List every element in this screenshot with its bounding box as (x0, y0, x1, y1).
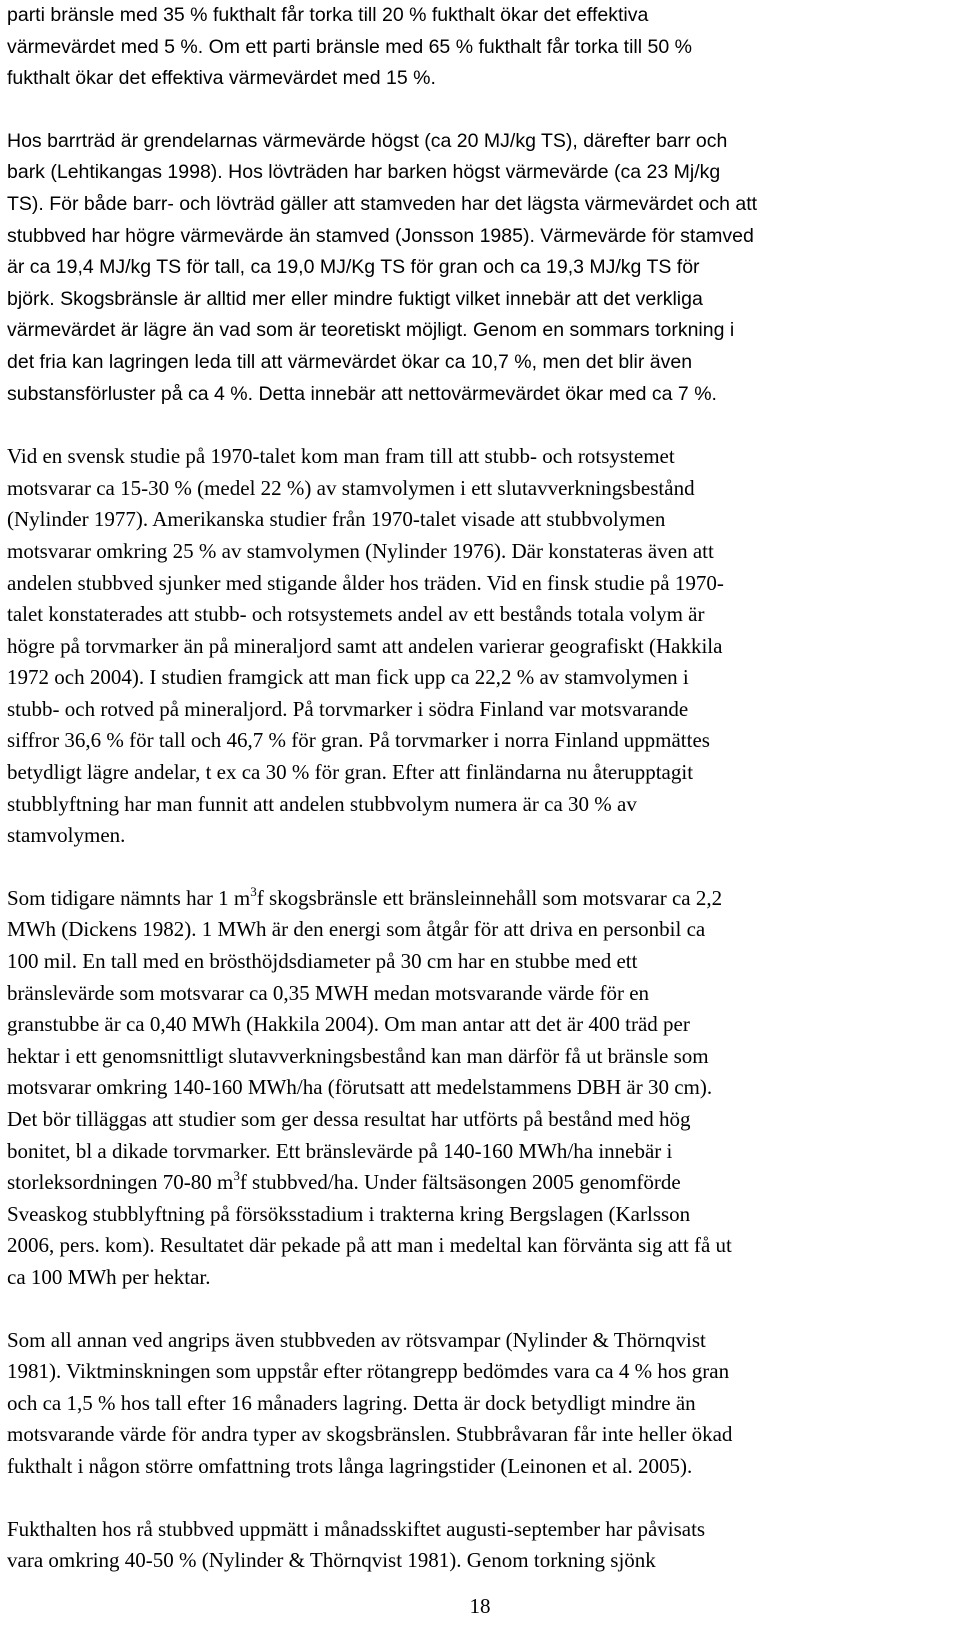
text-line: (Nylinder 1977). Amerikanska studier från 1970-talet visade att stubbvolymen (7, 507, 666, 532)
page-number: 18 (469, 1594, 491, 1618)
paragraph-gap (7, 1483, 942, 1514)
text-line: MWh (Dickens 1982). 1 MWh är den energi som åtgår för att driva en personbil ca (7, 917, 706, 942)
text-line: 1972 och 2004). I studien framgick att man fick upp ca 22,2 % av stamvolymen i (7, 665, 689, 690)
text-line: motsvarar omkring 25 % av stamvolymen (Nylinder 1976). Där konstateras även att (7, 538, 714, 563)
text-line: stubblyftning har man funnit att andelen stubbvolym numera är ca 30 % av (7, 791, 637, 816)
text-line: vara omkring 40-50 % (Nylinder & Thörnqvist 1981). Genom torkning sjönk (7, 1548, 656, 1573)
text-line: 100 mil. En tall med en brösthöjdsdiameter på 30 cm har en stubbe med ett (7, 949, 638, 974)
text-line: fukthalt i någon större omfattning trots långa lagringstider (Leinonen et al. 2005). (7, 1453, 693, 1478)
text-line: det fria kan lagringen leda till att värmevärdet ökar ca 10,7 %, men det blir även (7, 350, 693, 373)
paragraph-heating-value (7, 126, 942, 410)
text-line: stubb- och rotved på mineraljord. På torvmarker i södra Finland var motsvarande (7, 696, 689, 721)
text-line: Hos barrträd är grendelarnas värmevärde högst (ca 20 MJ/kg TS), därefter barr och (7, 129, 728, 152)
text-line: är ca 19,4 MJ/kg TS för tall, ca 19,0 MJ/Kg TS för gran och ca 19,3 MJ/kg TS för (7, 256, 700, 279)
text-line: granstubbe är ca 0,40 MWh (Hakkila 2004). Om man antar att det är 400 träd per (7, 1012, 690, 1037)
superscript: 3 (250, 883, 257, 899)
document-page (7, 0, 942, 1577)
text-line: substansförluster på ca 4 %. Detta innebär att nettovärmevärdet ökar med ca 7 %. (7, 382, 717, 405)
paragraph-gap (7, 95, 942, 126)
text-line: ca 100 MWh per hektar. (7, 1264, 211, 1289)
text-line: Det bör tilläggas att studier som ger dessa resultat har utförts på bestånd med hög (7, 1107, 691, 1131)
text-line: Som all annan ved angrips även stubbveden av rötsvampar (Nylinder & Thörnqvist (7, 1327, 706, 1352)
text-line: stubbved har högre värmevärde än stamved (Jonsson 1985). Värmevärde för stamved (7, 224, 754, 247)
paragraph-gap (7, 852, 942, 883)
text-line: storleksordningen 70-80 $m^3f$ stubbved/ha. Under fältsäsongen 2005 genomförde (7, 1168, 681, 1195)
text-line: motsvarande värde för andra typer av skogsbränslen. Stubbråvaran får inte heller ökad (7, 1422, 733, 1447)
paragraph-stump-volume (7, 441, 942, 852)
text-line: värmevärdet med 5 %. Om ett parti bränsle med 65 % fukthalt får torka till 50 % (7, 35, 692, 58)
text-line: hektar i ett genomsnittligt slutavverkningsbestånd kan man därför få ut bränsle som (7, 1043, 709, 1068)
text-line: talet konstaterades att stubb- och rotsystemets andel av ett bestånds totala volym är (7, 602, 705, 627)
paragraph-gap (7, 1294, 942, 1325)
text-line: bränslevärde som motsvarar ca 0,35 MWH medan motsvarande värde för en (7, 980, 650, 1005)
text-line: fukthalt ökar det effektiva värmevärdet med 15 %. (7, 67, 436, 90)
text-line: bark (Lehtikangas 1998). Hos lövträden har barken högst värmevärde (ca 23 Mj/kg (7, 161, 721, 184)
text-line: siffror 36,6 % för tall och 46,7 % för gran. På torvmarker i norra Finland uppmättes (7, 728, 710, 753)
text-line: parti bränsle med 35 % fukthalt får torka till 20 % fukthalt ökar det effektiva (7, 4, 649, 26)
text-line: TS). För både barr- och lövträd gäller att stamveden har det lägsta värmevärdet och att (7, 192, 758, 215)
text-line: motsvarar omkring 140-160 MWh/ha (förutsatt att medelstammens DBH är 30 cm). (7, 1075, 713, 1100)
text-line: björk. Skogsbränsle är alltid mer eller mindre fuktigt vilket innebär att det verkliga (7, 287, 703, 310)
text-line: stamvolymen. (7, 823, 126, 848)
paragraph-rot-fungi (7, 1325, 942, 1483)
superscript: 3 (233, 1168, 240, 1184)
paragraph-fuel-drying (7, 0, 942, 95)
text-line: och ca 1,5 % hos tall efter 16 månaders lagring. Detta är dock betydligt mindre än (7, 1390, 696, 1415)
text-line: Vid en svensk studie på 1970-talet kom man fram till att stubb- och rotsystemet (7, 444, 675, 469)
text-line: värmevärdet är lägre än vad som är teoretiskt möjligt. Genom en sommars torkning i (7, 319, 735, 342)
text-line: bonitet, bl a dikade torvmarker. Ett bränslevärde på 140-160 MWh/ha innebär i (7, 1138, 673, 1163)
text-line: andelen stubbved sjunker med stigande ålder hos träden. Vid en finsk studie på 1970- (7, 570, 724, 595)
text-line: Som tidigare nämnts har 1 $m^3f$ skogsbränsle ett bränsleinnehåll som motsvarar ca 2,2 (7, 883, 723, 910)
text-line: 2006, pers. kom). Resultatet där pekade på att man i medeltal kan förvänta sig att få ut (7, 1233, 732, 1258)
text-line: Fukthalten hos rå stubbved uppmätt i månadsskiftet augusti-september har påvisats (7, 1516, 706, 1541)
text-line: 1981). Viktminskningen som uppstår efter rötangrepp bedömdes vara ca 4 % hos gran (7, 1359, 730, 1384)
text-line: betydligt lägre andelar, t ex ca 30 % för gran. Efter att finländarna nu återupptagit (7, 760, 694, 785)
text-line: motsvarar ca 15-30 % (medel 22 %) av stamvolymen i ett slutavverkningsbestånd (7, 475, 695, 500)
text-line: högre på torvmarker än på mineraljord samt att andelen varierar geografiskt (Hakkila (7, 633, 723, 658)
paragraph-energy-content (7, 883, 942, 1294)
paragraph-moisture-content (7, 1514, 942, 1577)
text-line: Sveaskog stubblyftning på försöksstadium i trakterna kring Bergslagen (Karlsson (7, 1201, 691, 1226)
paragraph-gap (7, 410, 942, 441)
